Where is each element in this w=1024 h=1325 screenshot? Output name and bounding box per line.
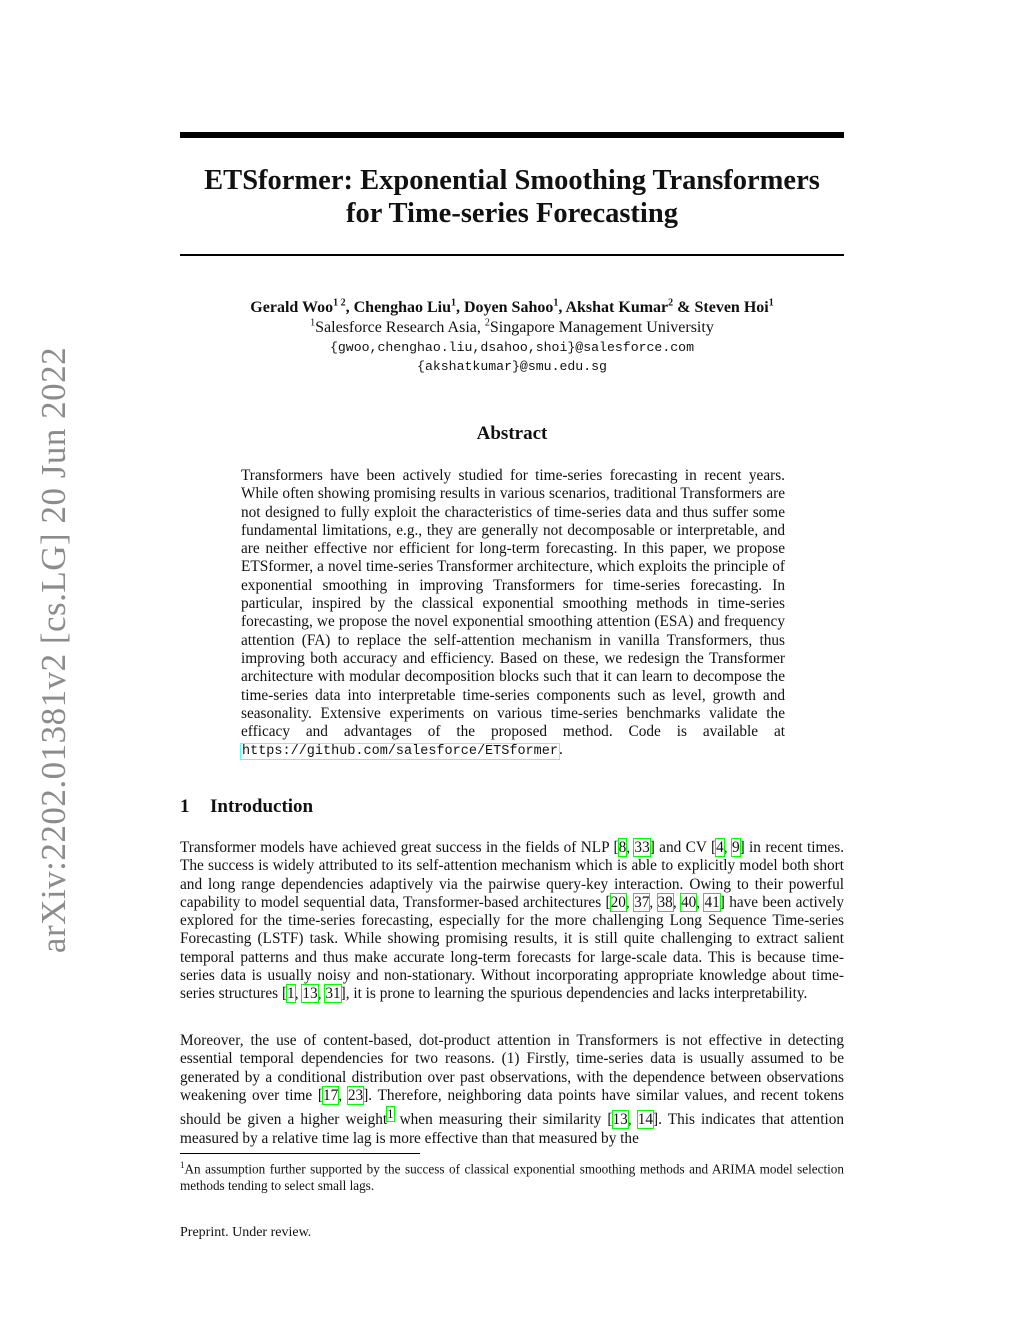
affiliations: $^1$Salesforce Research Asia, $^2$Singapore Management University [310,317,714,336]
author-1-affiliation: 1 2 [333,297,346,309]
author-names [180,298,844,318]
abstract-body: Transformers have been actively studied for time-series forecasting in recent years. While often showing promising results in various scenarios, traditional Transformers are not designed to fully exploit the characteristics of time-series data and thus suffer some fundamental limitations, e.g., they are generally not decomposable or interpretable, and are neither effective nor efficient for long-term forecasting. In this paper, we propose ETSformer, a novel time-series Transformer architecture, which exploits the principle of exponential smoothing in improving Transformers for time-series forecasting. In particular, inspired by the classical exponential smoothing methods in time-series forecasting, we propose the novel exponential smoothing attention (ESA) and frequency attention (FA) to replace the self-attention mechanism in vanilla Transformers, thus improving both accuracy and efficiency. Based on these, we redesign the Transformer architecture with modular decomposition blocks such that it can learn to decompose the time-series data into interpretable time-series components such as level, growth and seasonality. Extensive experiments on various time-series benchmarks validate the efficacy and advantages of the proposed method. Code is available at https://github.com/salesforce/ETSformer. [241,467,785,760]
citation-link[interactable]: 33 [634,839,650,856]
author-4: , Akshat Kumar [558,299,669,316]
arxiv-identifier: arXiv:2202.01381v2 [cs.LG] 20 Jun 2022 [34,346,73,954]
citation-link[interactable]: 37 [634,893,650,911]
footnote [180,1157,844,1194]
author-2: , Chenghao Liu [345,299,451,316]
citation-link[interactable]: 38 [657,893,673,911]
title-top-rule [180,132,844,138]
preprint-notice: Preprint. Under review. [180,1225,312,1240]
footnote-mark: 1 [180,1160,185,1170]
author-5: & Steven Hoi [673,299,769,316]
citation-link[interactable]: 13 [612,1111,628,1129]
citation-link[interactable]: 31 [325,985,341,1003]
citation-link[interactable]: 20 [610,893,626,911]
intro-paragraph-2: Moreover, the use of content-based, dot-product attention in Transformers is not effective in detecting essential temporal dependencies for two reasons. (1) Firstly, time-series data is usually assumed to be generated by a conditional distribution over past observations, with the dependence between observations weakening over time [17, 23]. Therefore, neighboring data points have similar values, and recent tokens should be given a higher weight$^1$ when measuring their similarity [13, 14]. This indicates that attention measured by a relative time lag is more effective than that measured by the [180,1032,845,1147]
email-line-2: {akshatkumar}@smu.edu.sg [417,359,607,374]
title-line-1: ETSformer: Exponential Smoothing Transformers [204,165,820,196]
title-bottom-rule [180,254,844,256]
citation-link[interactable]: 23 [347,1086,364,1104]
paper-title [180,164,844,230]
citation-link[interactable]: 13 [302,985,318,1003]
code-link[interactable]: https://github.com/salesforce/ETSformer [242,744,558,760]
author-3: , Doyen Sahoo [456,299,554,316]
section-number: 1 [180,796,190,817]
citation-link[interactable]: 9 [731,839,740,856]
email-line-1: {gwoo,chenghao.liu,dsahoo,shoi}@salesforce.com [329,340,695,355]
abstract-text: Transformers have been actively studied for time-series forecasting in recent years. While often showing promising results in various scenarios, traditional Transformers are not designed to fully exploit the characteristics of time-series data and thus suffer some fundamental limitations, e.g., they are generally not decomposable or interpretable, and are neither effective nor efficient for long-term forecasting. In this paper, we propose ETSformer, a novel time-series Transformer architecture, which exploits the principle of exponential smoothing in improving Transformers for time-series forecasting. In particular, inspired by the classical exponential smoothing methods in time-series forecasting, we propose the novel exponential smoothing attention (ESA) and frequency attention (FA) to replace the self-attention mechanism in vanilla Transformers, thus improving both accuracy and efficiency. Based on these, we redesign the Transformer architecture with modular decomposition blocks such that it can learn to decompose the time-series data into interpretable time-series components such as level, growth and seasonality. Extensive experiments on various time-series benchmarks validate the efficacy and advantages of the proposed method. Code is available at [241,467,785,741]
footnote-link[interactable]: 1 [387,1107,394,1122]
citation-link[interactable]: 14 [637,1111,654,1129]
intro-paragraph-1: Transformer models have achieved great success in the fields of NLP [8, 33] and CV [4, 9] in recent times. The success is widely attributed to its self-attention mechanism which is able to explicitly model both short and long range dependencies adaptively via the pairwise query-key interaction. Owing to their powerful capability to model sequential data, Transformer-based architectures [20, 37, 38, 40, 41] have been actively explored for the time-series forecasting, especially for the more challenging Long Sequence Time-series Forecasting (LSTF) task. While showing promising results, it is still quite challenging to extract salient temporal patterns and thus make accurate long-term forecasts for large-scale data. This is because time-series data is usually noisy and non-stationary. Without incorporating appropriate knowledge about time-series structures [1, 13, 31], it is prone to learning the spurious dependencies and lacks interpretability. [180,839,845,1003]
title-line-2: for Time-series Forecasting [346,198,678,229]
citation-link[interactable]: 41 [704,893,720,911]
abstract-heading: Abstract [476,423,548,444]
author-1: Gerald Woo [250,299,334,316]
author-5-affiliation: 1 [768,297,774,309]
citation-link[interactable]: 4 [716,839,724,856]
citation-link[interactable]: 17 [323,1086,339,1104]
author-block [180,298,844,376]
author-2-affiliation: 1 [451,297,456,309]
footnote-rule [180,1153,420,1154]
citation-link[interactable]: 40 [681,893,697,911]
affiliation-1: Salesforce Research Asia, [315,319,485,336]
citation-link[interactable]: 1 [287,985,295,1003]
section-heading-introduction [180,796,313,818]
author-4-affiliation: 2 [668,297,674,309]
affiliation-2: Singapore Management University [489,319,714,336]
citation-link[interactable]: 8 [618,839,627,856]
footnote-text: An assumption further supported by the success of classical exponential smoothing methods and ARIMA model selection methods tending to select small lags. [180,1161,844,1193]
author-3-affiliation: 1 [553,297,559,309]
section-title: Introduction [210,796,314,817]
